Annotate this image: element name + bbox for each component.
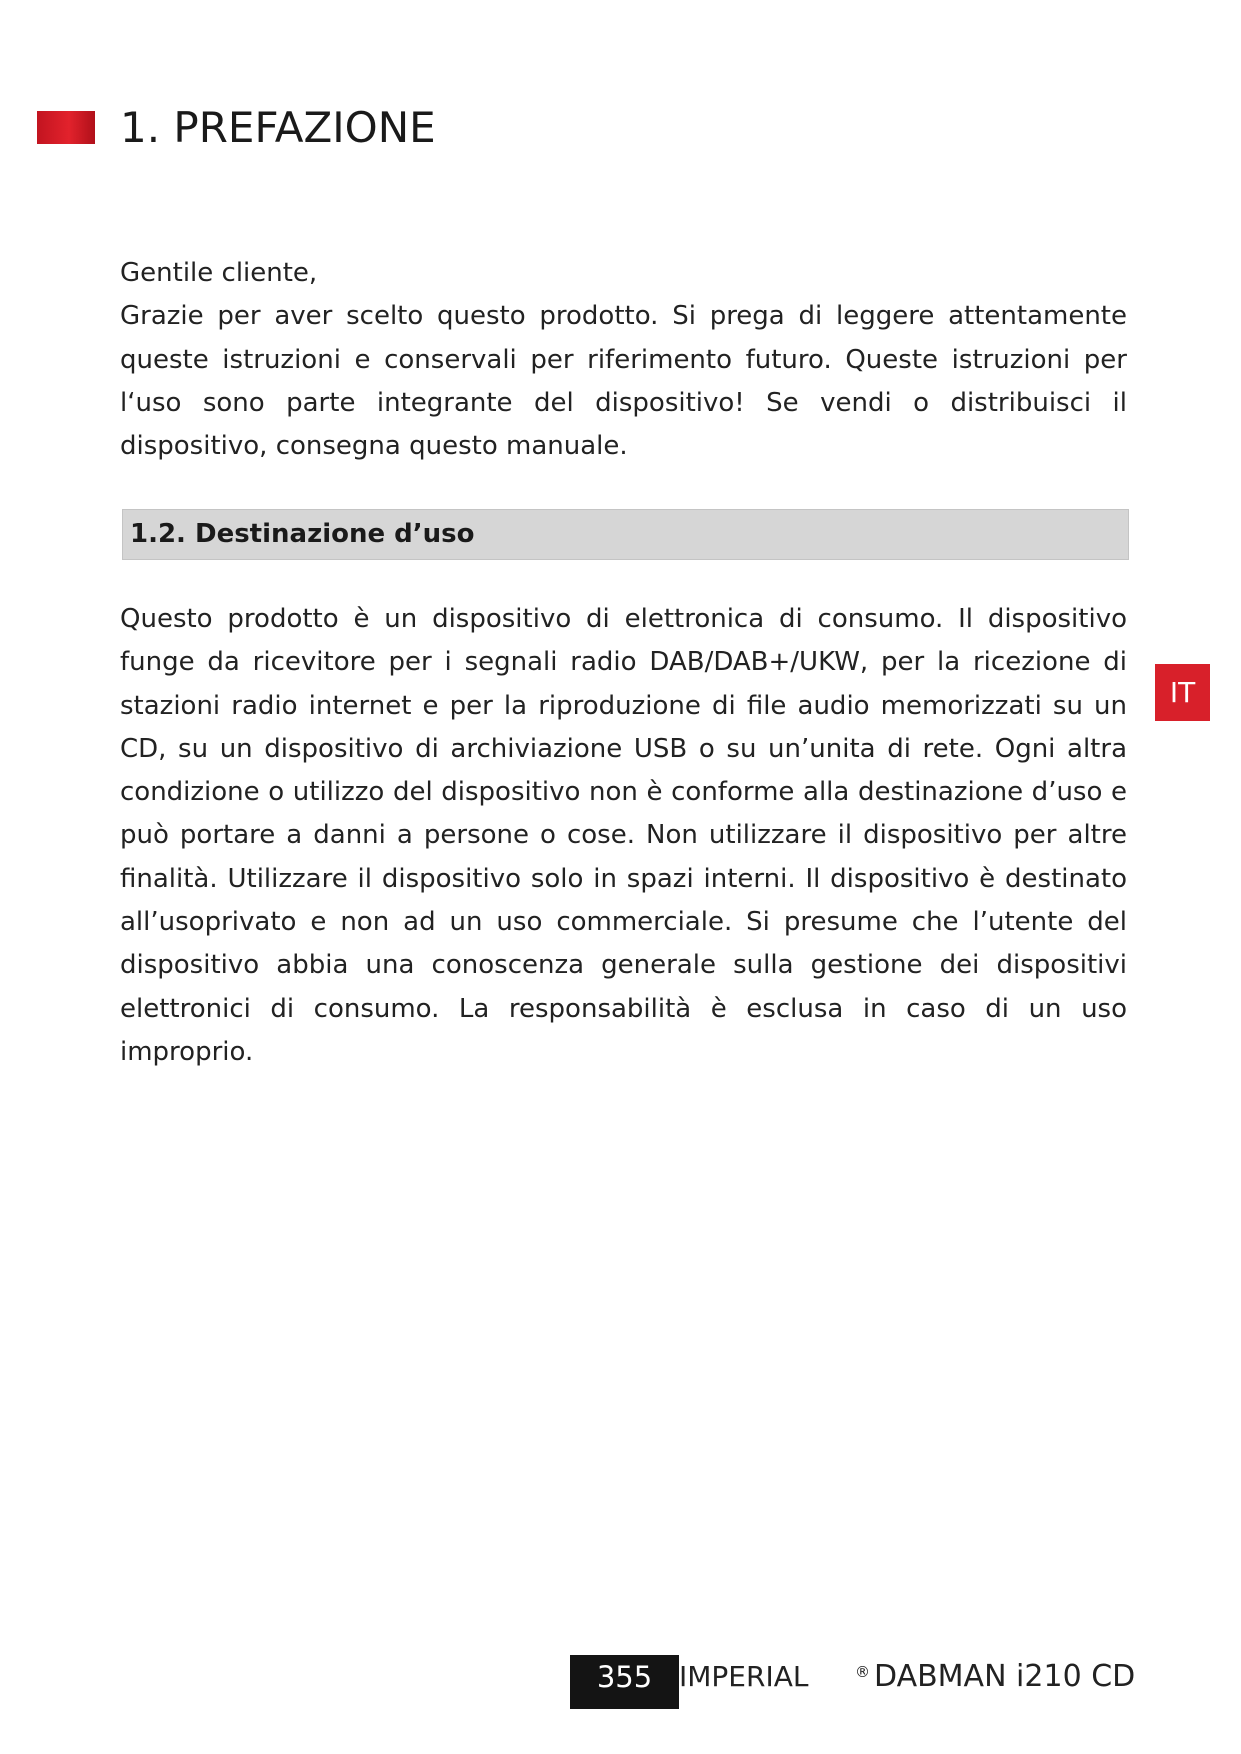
intro-greeting: Gentile cliente, [120, 258, 318, 288]
section-heading: 1.2. Destinazione d’uso [130, 519, 475, 549]
intro-block [120, 252, 1127, 468]
registered-mark: ® [855, 1663, 870, 1681]
intro-paragraph: Grazie per aver scelto questo prodotto. Si prega di leggere attentamente queste istruzioni e conservali per riferimento futuro. Queste istruzioni per l‘uso sono parte integrante del dispositivo! Se vendi o distribuisci il dispositivo, consegna questo manuale. [120, 301, 1127, 462]
usage-block [120, 598, 1127, 1074]
chapter-title-marker [37, 111, 95, 144]
page-number: 355 [570, 1655, 679, 1709]
usage-paragraph: Questo prodotto è un dispositivo di elettronica di consumo. Il dispositivo funge da ricevitore per i segnali radio DAB/DAB+/UKW, per la ricezione di stazioni radio internet e per la riproduzione di file audio memorizzati su un CD, su un dispositivo di archiviazione USB o su un’unita di rete. Ogni altra condizione o utilizzo del dispositivo non è conforme alla destinazione d’uso e può portare a danni a persone o cose. Non utilizzare il dispositivo per altre finalità. Utilizzare il dispositivo solo in spazi interni. Il dispositivo è destinato all’usoprivato e non ad un uso commerciale. Si presume che l’utente del dispositivo abbia una conoscenza generale sulla gestione dei dispositivi elettronici di consumo. La responsabilità è esclusa in caso di un uso improprio. [120, 604, 1127, 1067]
brand-name: IMPERIAL [679, 1660, 809, 1693]
product-name: DABMAN i210 CD [874, 1659, 1136, 1694]
chapter-title: 1. PREFAZIONE [120, 103, 436, 152]
language-tab: IT [1155, 664, 1210, 721]
